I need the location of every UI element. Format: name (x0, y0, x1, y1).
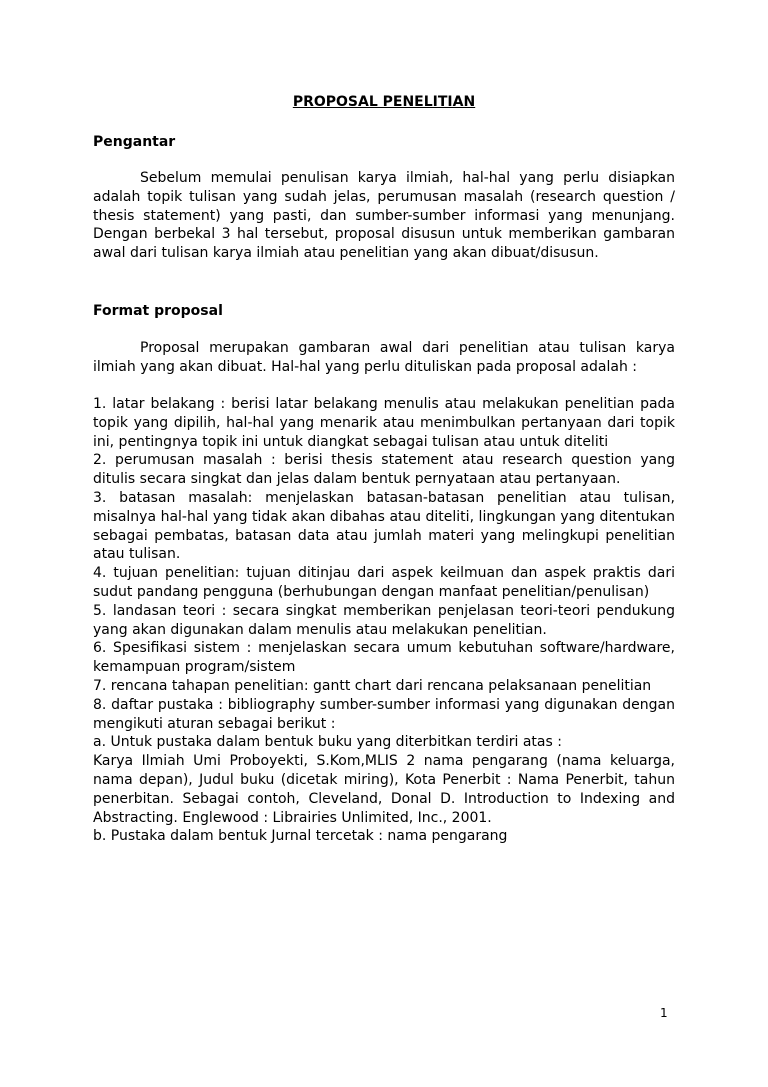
list-item: 5. landasan teori : secara singkat memberikan penjelasan teori-teori pendukung yang akan digunakan dalam menulis atau melakukan penelitian. (93, 602, 675, 638)
page-number: 1 (660, 1006, 668, 1020)
paragraph-format-proposal: Proposal merupakan gambaran awal dari penelitian atau tulisan karya ilmiah yang akan dibuat. Hal-hal yang perlu dituliskan pada proposal adalah : (93, 340, 675, 375)
list-item: 3. batasan masalah: menjelaskan batasan-batasan penelitian atau tulisan, misalnya hal-hal yang tidak akan dibahas atau diteliti, lingkungan yang ditentukan sebagai pembatas, batasan data atau jumlah materi yang melingkupi penelitian atau tulisan. (93, 489, 675, 563)
section-heading-format-proposal: Format proposal (93, 303, 223, 319)
section-heading-pengantar: Pengantar (93, 134, 176, 150)
proposal-items-list (93, 395, 675, 846)
list-item: 6. Spesifikasi sistem : menjelaskan secara umum kebutuhan software/hardware, kemampuan program/sistem (93, 640, 675, 676)
list-item: b. Pustaka dalam bentuk Jurnal tercetak : nama pengarang (93, 828, 508, 845)
list-item: 7. rencana tahapan penelitian: gantt chart dari rencana pelaksanaan penelitian (93, 677, 652, 694)
list-item: a. Untuk pustaka dalam bentuk buku yang diterbitkan terdiri atas : (93, 734, 562, 751)
list-item: 2. perumusan masalah : berisi thesis statement atau research question yang ditulis secara singkat dan jelas dalam bentuk pernyataan atau pertanyaan. (93, 452, 675, 488)
list-item: 4. tujuan penelitian: tujuan ditinjau dari aspek keilmuan dan aspek praktis dari sudut pandang pengguna (berhubungan dengan manfaat penelitian/penulisan) (93, 565, 675, 600)
list-item: Karya Ilmiah Umi Proboyekti, S.Kom,MLIS 2 nama pengarang (nama keluarga, nama depan), Judul buku (dicetak miring), Kota Penerbit : Nama Penerbit, tahun penerbitan. Sebagai contoh, Cleveland, Donal D. Introduction to Indexing and Abstracting. Englewood : Librairies Unlimited, Inc., 2001. (93, 753, 675, 826)
paragraph-pengantar: Sebelum memulai penulisan karya ilmiah, hal-hal yang perlu disiapkan adalah topik tulisan yang sudah jelas, perumusan masalah (research question / thesis statement) yang pasti, dan sumber-sumber informasi yang menunjang. Dengan berbekal 3 hal tersebut, proposal disusun untuk memberikan gambaran awal dari tulisan karya ilmiah atau penelitian yang akan dibuat/disusun. (93, 170, 675, 262)
document-title: PROPOSAL PENELITIAN (292, 94, 476, 110)
list-item: 1. latar belakang : berisi latar belakang menulis atau melakukan penelitian pada topik yang dipilih, hal-hal yang menarik atau menimbulkan pertanyaan dari topik ini, pentingnya topik ini untuk diangkat sebagai tulisan atau untuk diteliti (93, 396, 675, 450)
list-item: 8. daftar pustaka : bibliography sumber-sumber informasi yang digunakan dengan mengikuti aturan sebagai berikut : (93, 696, 675, 732)
